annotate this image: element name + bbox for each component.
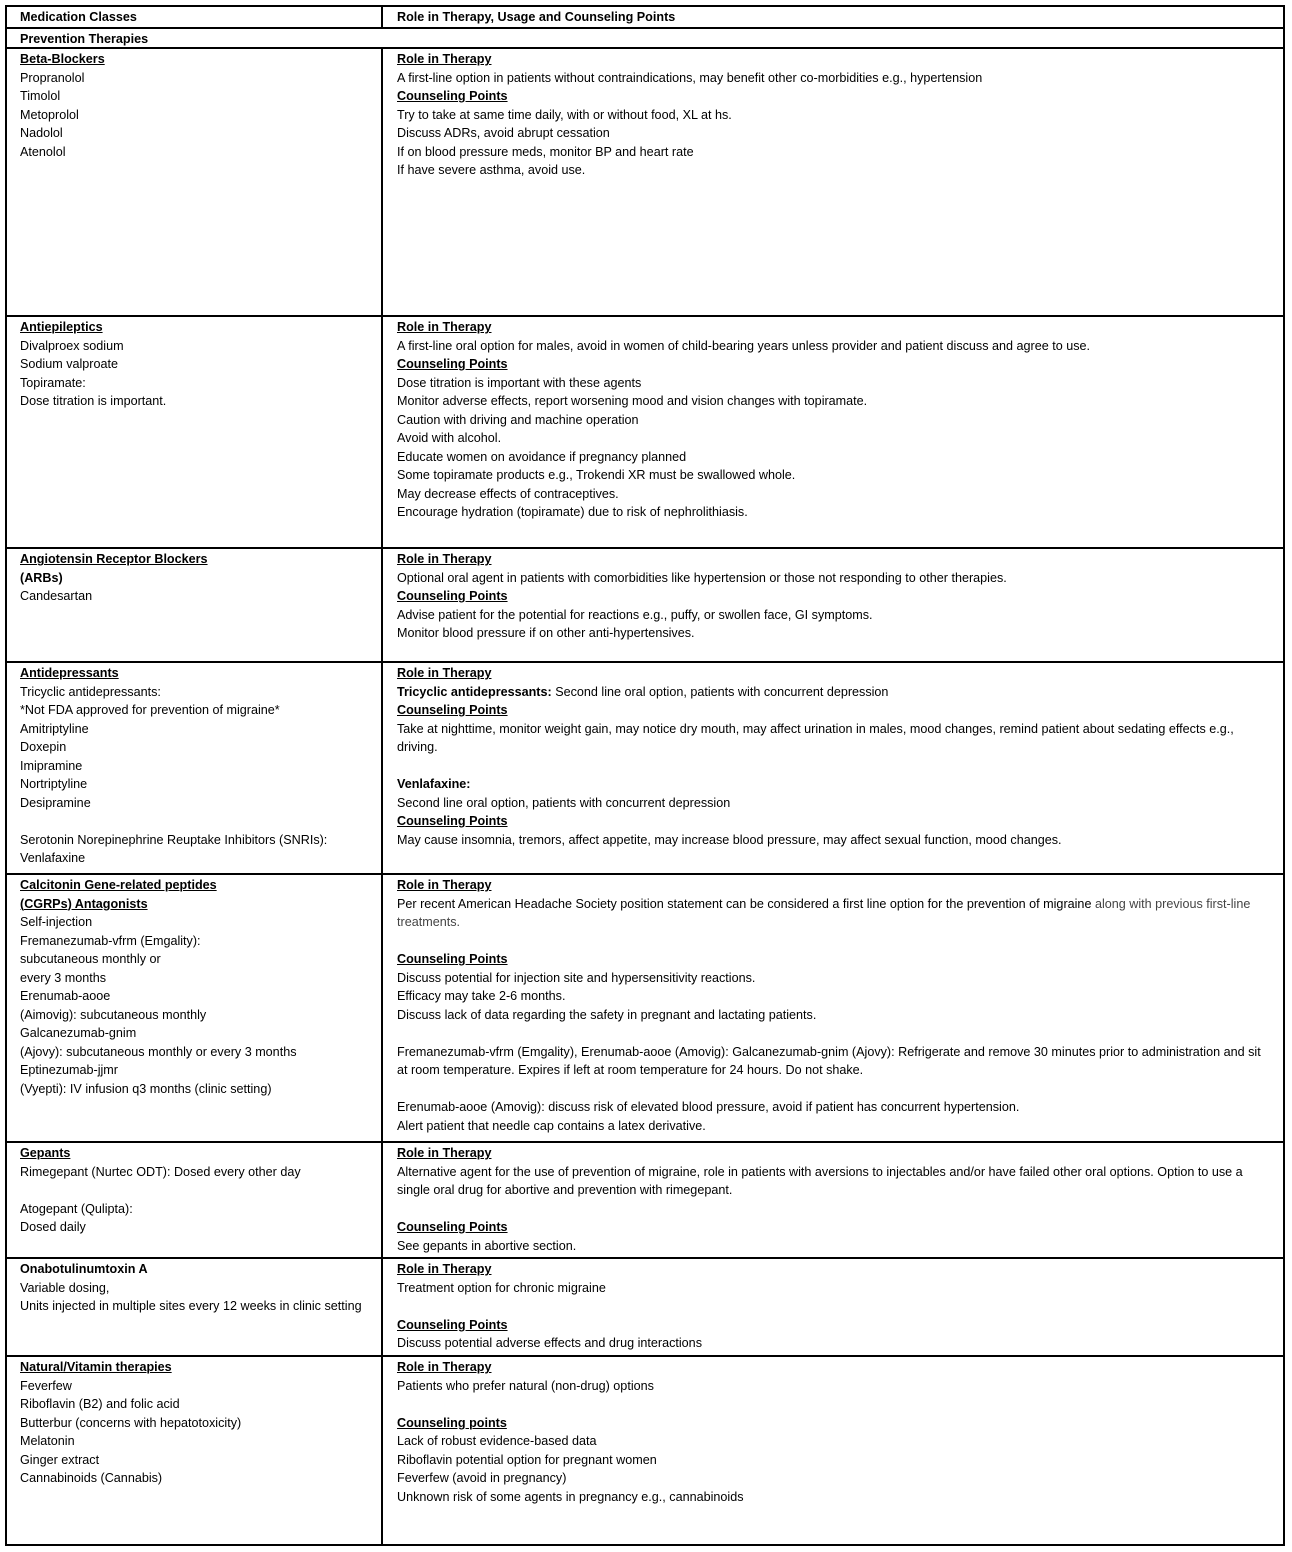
tca-role-text: Second line oral option, patients with concurrent depression	[551, 684, 889, 699]
table-row-beta-blockers	[7, 47, 1283, 315]
role-label: Role in Therapy	[397, 552, 492, 566]
counseling-label: Counseling Points	[397, 1317, 508, 1332]
drug-item: Timolol	[20, 89, 61, 103]
drug-dose: Dosed daily	[20, 1220, 86, 1234]
drug-item: Rimegepant (Nurtec ODT): Dosed every other day	[20, 1164, 301, 1179]
section-row	[7, 27, 1283, 47]
counseling-item: Some topiramate products e.g., Trokendi XR must be swallowed whole.	[397, 468, 796, 482]
drug-item: Self-injection	[20, 915, 93, 929]
counseling-item: Unknown risk of some agents in pregnancy e.g., cannabinoids	[397, 1489, 744, 1504]
drug-item: Topiramate:	[20, 375, 86, 390]
drug-item: Riboflavin (B2) and folic acid	[20, 1397, 180, 1411]
role-text: Treatment option for chronic migraine	[397, 1280, 606, 1295]
class-title-2: (CGRPs) Antagonists	[20, 896, 148, 911]
drug-item: Cannabinoids (Cannabis)	[20, 1471, 163, 1485]
dosing-line: Variable dosing,	[20, 1280, 110, 1295]
section-title: Prevention Therapies	[20, 32, 149, 46]
drug-item: Divalproex sodium	[20, 338, 124, 353]
class-title: Angiotensin Receptor Blockers	[20, 552, 208, 566]
drug-item: Desipramine	[20, 795, 91, 810]
table-row-antidepressants	[7, 661, 1283, 873]
drug-item: Amitriptyline	[20, 721, 89, 736]
drug-item: Venlafaxine	[20, 851, 86, 865]
drug-item: Atogepant (Qulipta):	[20, 1201, 133, 1216]
table-row-gepants	[7, 1141, 1283, 1257]
counseling-label: Counseling points	[397, 1415, 507, 1430]
counseling-item: Monitor adverse effects, report worsening mood and vision changes with topiramate.	[397, 394, 868, 408]
header-medication-classes: Medication Classes	[20, 10, 137, 24]
counseling-item: Lack of robust evidence-based data	[397, 1434, 597, 1448]
counseling-item: Caution with driving and machine operation	[397, 412, 639, 427]
drug-item: Nortriptyline	[20, 777, 88, 791]
counseling-item: Try to take at same time daily, with or without food, XL at hs.	[397, 107, 732, 122]
table-header-row	[7, 7, 1283, 27]
dosing-line: Units injected in multiple sites every 12 weeks in clinic setting	[20, 1299, 362, 1313]
class-title: Natural/Vitamin therapies	[20, 1360, 172, 1374]
drug-item: Ginger extract	[20, 1452, 100, 1467]
role-label: Role in Therapy	[397, 1146, 492, 1160]
header-role-in-therapy: Role in Therapy, Usage and Counseling Points	[397, 10, 676, 24]
counseling-item: Monitor blood pressure if on other anti-hypertensives.	[397, 626, 695, 640]
drug-item: Propranolol	[20, 70, 85, 85]
counseling-label: Counseling Points	[397, 1220, 508, 1234]
role-label: Role in Therapy	[397, 1262, 492, 1276]
counseling-item: Riboflavin potential option for pregnant women	[397, 1452, 657, 1467]
role-label: Role in Therapy	[397, 878, 492, 892]
class-title: Onabotulinumtoxin A	[20, 1262, 148, 1276]
role-text-tail: along with previous first-line treatments.	[397, 896, 1254, 929]
latex-note: Alert patient that needle cap contains a latex derivative.	[397, 1118, 706, 1133]
counseling-item: Encourage hydration (topiramate) due to risk of nephrolithiasis.	[397, 505, 748, 519]
drug-item: (Aimovig): subcutaneous monthly	[20, 1007, 207, 1022]
drug-item: Metoprolol	[20, 107, 79, 122]
drug-item: Nadolol	[20, 126, 63, 140]
role-text: Optional oral agent in patients with comorbidities like hypertension or those not responding to other therapies.	[397, 570, 1007, 585]
drug-item: Dose titration is important.	[20, 394, 167, 408]
counseling-item: Dose titration is important with these agents	[397, 375, 642, 390]
drug-item: Atenolol	[20, 144, 66, 159]
drug-item: Eptinezumab-jjmr	[20, 1063, 118, 1077]
role-text	[397, 895, 1270, 932]
table-row-natural-vitamin	[7, 1355, 1283, 1544]
counseling-item: Discuss potential adverse effects and drug interactions	[397, 1336, 702, 1350]
snri-heading: Serotonin Norepinephrine Reuptake Inhibitors (SNRIs):	[20, 832, 328, 847]
class-title: Beta-Blockers	[20, 52, 105, 66]
tca-note: *Not FDA approved for prevention of migraine*	[20, 703, 280, 717]
counseling-item: See gepants in abortive section.	[397, 1238, 577, 1253]
table-row-cgrp	[7, 873, 1283, 1141]
tca-counseling: Take at nighttime, monitor weight gain, may notice dry mouth, may affect urination in males, mood changes, remind patient about sedating effects e.g., driving.	[397, 721, 1238, 754]
tca-role	[397, 683, 1270, 702]
counseling-item: Discuss potential for injection site and hypersensitivity reactions.	[397, 970, 756, 985]
drug-item: Melatonin	[20, 1434, 75, 1448]
drug-item: Feverfew	[20, 1378, 72, 1393]
drug-item: Sodium valproate	[20, 357, 119, 371]
counseling-item: May decrease effects of contraceptives.	[397, 486, 619, 501]
drug-item: subcutaneous monthly or	[20, 952, 161, 966]
table-row-onabotulinumtoxin	[7, 1257, 1283, 1355]
table-row-arbs	[7, 547, 1283, 661]
venlafaxine-label: Venlafaxine:	[397, 777, 471, 791]
drug-item: Candesartan	[20, 589, 93, 603]
role-text: Alternative agent for the use of prevention of migraine, role in patients with aversions to injectables and/or have failed other oral options. Option to use a single oral drug for abortive and prevention with rimegepant.	[397, 1164, 1247, 1197]
role-label: Role in Therapy	[397, 666, 492, 680]
venlafaxine-role: Second line oral option, patients with concurrent depression	[397, 795, 731, 810]
class-title: Gepants	[20, 1146, 71, 1160]
role-label: Role in Therapy	[397, 1360, 492, 1374]
counseling-item: Feverfew (avoid in pregnancy)	[397, 1471, 567, 1485]
erenumab-note: Erenumab-aooe (Amovig): discuss risk of elevated blood pressure, avoid if patient has concurrent hypertension.	[397, 1100, 1020, 1114]
role-text: A first-line option in patients without contraindications, may benefit other co-morbidities e.g., hypertension	[397, 70, 983, 85]
drug-item: Galcanezumab-gnim	[20, 1026, 137, 1040]
drug-item: Doxepin	[20, 740, 67, 754]
table-row-antiepileptics	[7, 315, 1283, 547]
counseling-item: Avoid with alcohol.	[397, 431, 502, 445]
medication-table	[5, 5, 1285, 1546]
counseling-item: If have severe asthma, avoid use.	[397, 163, 586, 177]
drug-item: Butterbur (concerns with hepatotoxicity)	[20, 1415, 242, 1430]
role-text: A first-line oral option for males, avoid in women of child-bearing years unless provider and patient discuss and agree to use.	[397, 338, 1091, 353]
role-label: Role in Therapy	[397, 52, 492, 66]
role-text: Patients who prefer natural (non-drug) options	[397, 1378, 654, 1393]
counseling-label: Counseling Points	[397, 357, 508, 371]
drug-item: Fremanezumab-vfrm (Emgality):	[20, 933, 201, 948]
counseling-item: Discuss lack of data regarding the safety in pregnant and lactating patients.	[397, 1007, 817, 1022]
storage-note: Fremanezumab-vfrm (Emgality), Erenumab-aooe (Amovig): Galcanezumab-gnim (Ajovy): Refrigerate and remove 30 minutes prior to administration and sit at room temperature. Expires if left at room temperature for 24 hours. Do not shake.	[397, 1044, 1265, 1077]
counseling-item: If on blood pressure meds, monitor BP and heart rate	[397, 144, 694, 159]
class-title: Antiepileptics	[20, 320, 103, 334]
tca-role-label: Tricyclic antidepressants:	[397, 684, 552, 699]
counseling-item: Efficacy may take 2-6 months.	[397, 989, 566, 1003]
class-subtitle: (ARBs)	[20, 570, 63, 585]
class-title: Calcitonin Gene-related peptides	[20, 878, 217, 892]
venlafaxine-counseling: May cause insomnia, tremors, affect appetite, may increase blood pressure, may affect sexual function, mood changes.	[397, 832, 1062, 847]
drug-item: Erenumab-aooe	[20, 989, 111, 1003]
drug-item: (Ajovy): subcutaneous monthly or every 3 months	[20, 1044, 297, 1059]
drug-item: Imipramine	[20, 758, 83, 773]
counseling-label: Counseling Points	[397, 89, 508, 103]
role-label: Role in Therapy	[397, 320, 492, 334]
counseling-item: Educate women on avoidance if pregnancy planned	[397, 449, 687, 464]
role-text-main: Per recent American Headache Society position statement can be considered a first line option for the prevention of migraine	[397, 896, 1092, 911]
counseling-item: Advise patient for the potential for reactions e.g., puffy, or swollen face, GI symptoms.	[397, 607, 873, 622]
tca-heading: Tricyclic antidepressants:	[20, 684, 161, 699]
counseling-label: Counseling Points	[397, 703, 508, 717]
counseling-label: Counseling Points	[397, 589, 508, 603]
counseling-label: Counseling Points	[397, 952, 508, 966]
counseling-label: Counseling Points	[397, 814, 508, 828]
class-title: Antidepressants	[20, 666, 119, 680]
counseling-item: Discuss ADRs, avoid abrupt cessation	[397, 126, 610, 140]
drug-item: (Vyepti): IV infusion q3 months (clinic setting)	[20, 1081, 272, 1096]
drug-item: every 3 months	[20, 970, 107, 985]
